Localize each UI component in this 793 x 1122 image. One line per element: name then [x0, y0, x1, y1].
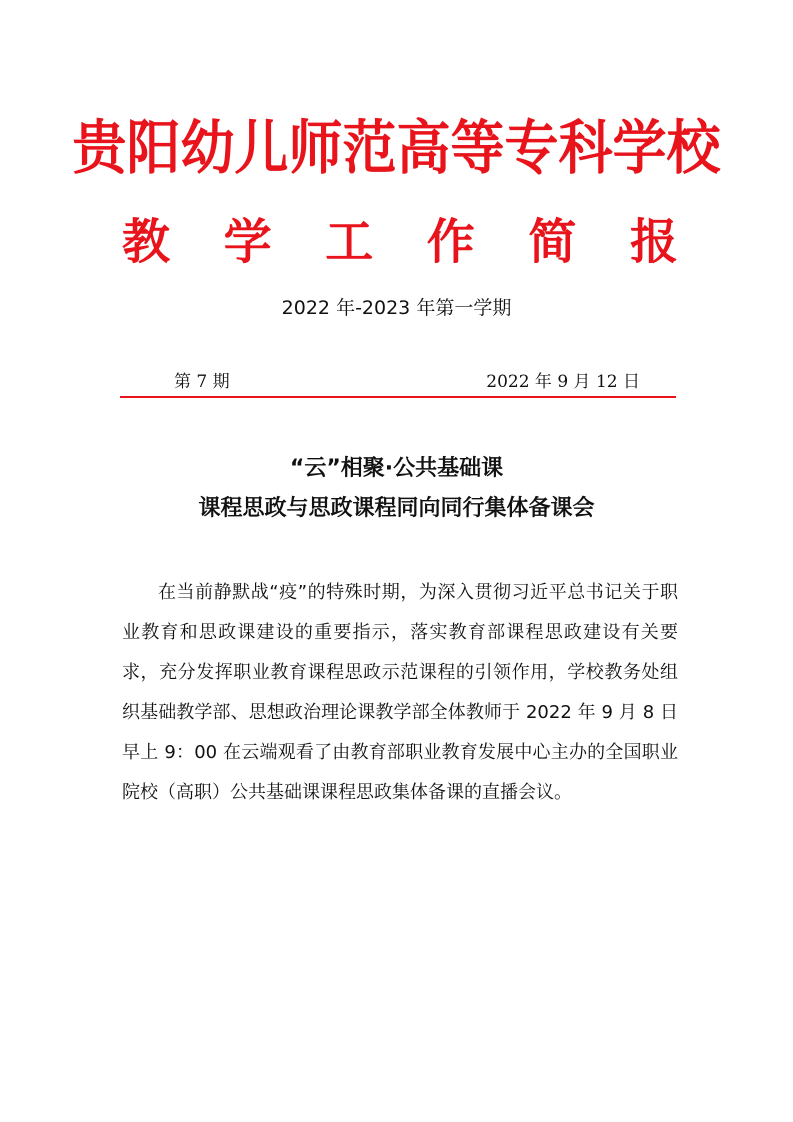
bulletin-title-char: 作 — [426, 214, 475, 270]
school-name: 贵阳幼儿师范高等专科学校 — [72, 113, 721, 183]
issue-date: 2022 年 9 月 12 日 — [486, 372, 640, 392]
bulletin-title-char: 报 — [629, 214, 678, 270]
article-body: 在当前静默战“疫”的特殊时期，为深入贯彻习近平总书记关于职业教育和思政课建设的重要指示，落实教育部课程思政建设有关要求，充分发挥职业教育课程思政示范课程的引领作用，学校教务处组织基础教学部、思想政治理论课教学部全体教师于 2022 年 9 月 8 日早上 9：00 在云端观看了由教育部职业教育发展中心主办的全国职业院校（高职）公共基础课课程思政集体备课的直播会议。 — [122, 582, 678, 803]
issue-info-row — [174, 369, 640, 395]
header-divider — [120, 396, 676, 398]
article-title-line-1: “云”相聚·公共基础课 — [289, 456, 504, 481]
bulletin-title-char: 工 — [325, 214, 374, 270]
article-title-line-2: 课程思政与思政课程同向同行集体备课会 — [198, 496, 595, 521]
bulletin-title-char: 教 — [122, 214, 171, 270]
bulletin-title-char: 学 — [223, 214, 272, 270]
semester-label: 2022 年-2023 年第一学期 — [281, 297, 512, 319]
bulletin-title — [122, 210, 678, 274]
issue-number: 第 7 期 — [174, 372, 230, 392]
bulletin-title-char: 简 — [528, 214, 577, 270]
